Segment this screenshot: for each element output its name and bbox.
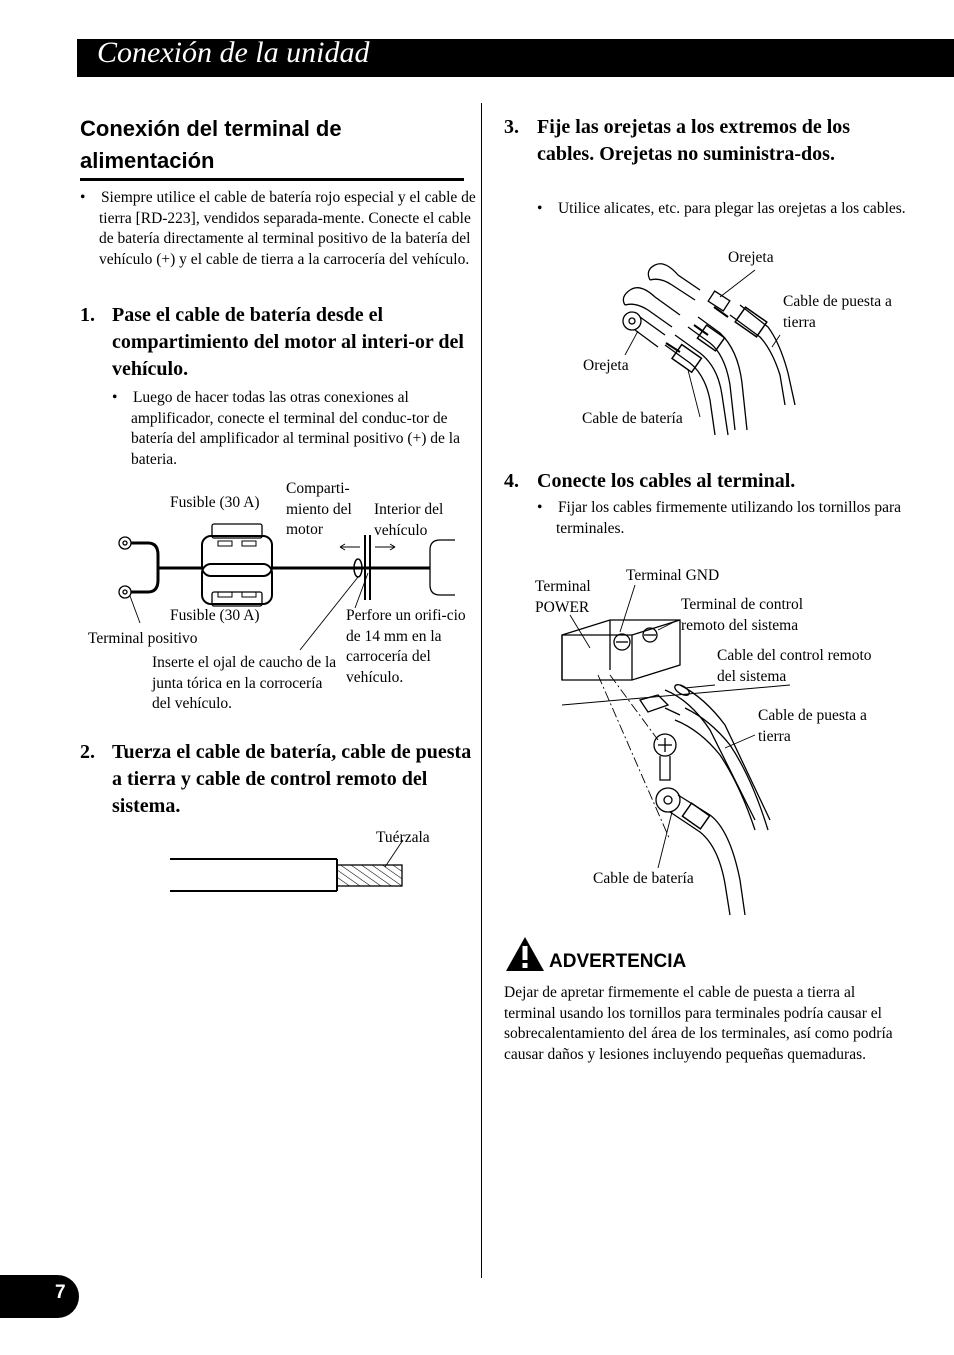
page-number: 7	[55, 1282, 66, 1303]
warning-triangle-icon	[505, 936, 545, 972]
remote-terminal-label: Terminal de control remoto del sistema	[681, 596, 804, 634]
remote-cable-label: Cable del control remoto del sistema	[717, 647, 872, 685]
lug-top-label: Orejeta	[728, 249, 774, 266]
fuse-top	[202, 536, 272, 576]
step-4-title: Conecte los cables al terminal.	[537, 470, 796, 492]
section-title: Conexión del terminal de alimentación	[80, 116, 342, 173]
step-3-title: Fije las orejetas a los extremos de los cables. Orejetas no suministra-dos.	[537, 116, 851, 165]
twisted-cable-diagram	[165, 845, 415, 900]
step-1-title: Pase el cable de batería desde el compartimiento del motor al interi-or del vehículo.	[112, 304, 464, 380]
fuse-bottom-label: Fusible (30 A)	[170, 607, 260, 624]
positive-terminal-label: Terminal positivo	[88, 630, 198, 647]
grommet-label: Inserte el ojal de caucho de la junta tórica en la corrocería del vehículo.	[152, 654, 337, 713]
battery-cable-label-fig3: Cable de batería	[582, 410, 683, 427]
engine-compartment-label: Comparti-miento del motor	[286, 480, 352, 539]
lugs-diagram	[610, 255, 810, 435]
step-2-number: 2.	[80, 741, 95, 763]
warning-text: Dejar de apretar firmemente el cable de puesta a tierra al terminal usando los tornillos para terminales podría causar el sobrecalentamiento del área de los terminales, así como podría causar daños y lesiones incluyendo pequeñas quemaduras.	[504, 984, 893, 1064]
terminal-power-label: Terminal POWER	[535, 578, 591, 616]
ring-lug	[623, 312, 641, 330]
section-rule	[80, 178, 464, 181]
ring-lug-top	[119, 537, 131, 549]
step-3-number: 3.	[504, 116, 519, 138]
step-1-bullet: • Luego de hacer todas las otras conexiones al amplificador, conecte el terminal del conduc-tor de batería del amplificador al terminal positivo (+) de la bateria.	[112, 389, 460, 469]
step-4-bullet: • Fijar los cables firmemente utilizando los tornillos para terminales.	[537, 499, 902, 537]
battery-ring-lug	[656, 788, 680, 812]
lug-left-label: Orejeta	[583, 357, 629, 374]
twisted-wire-end	[337, 865, 402, 886]
ground-cable-label-fig3: Cable de puesta a tierra	[783, 293, 892, 331]
step-3-bullet: • Utilice alicates, etc. para plegar las orejetas a los cables.	[537, 200, 906, 217]
warning-title: ADVERTENCIA	[549, 951, 687, 972]
ground-cable-label-fig4: Cable de puesta a tierra	[758, 707, 867, 745]
step-2-title: Tuerza el cable de batería, cable de puesta a tierra y cable de control remoto del sistema.	[112, 741, 472, 817]
twist-label: Tuérzala	[376, 829, 430, 846]
fork-lug-top	[648, 265, 655, 280]
terminal-gnd-label: Terminal GND	[626, 567, 720, 584]
fuse-top-label: Fusible (30 A)	[170, 494, 260, 511]
step-4-number: 4.	[504, 470, 519, 492]
ring-lug-bottom	[119, 586, 131, 598]
column-divider	[481, 103, 482, 1278]
step-1-number: 1.	[80, 304, 95, 326]
vehicle-interior-label: Interior del vehículo	[374, 501, 444, 539]
page-number-tab	[0, 1275, 79, 1318]
intro-bullet: • Siempre utilice el cable de batería rojo especial y el cable de tierra [RD-223], vendidos separada-mente. Conecte el cable de batería directamente al terminal positivo de la batería del vehículo (+) y el cable de tierra a la carrocería del vehículo.	[80, 189, 476, 269]
battery-cable-label-fig4: Cable de batería	[593, 870, 694, 887]
drill-hole-label: Perfore un orifi-cio de 14 mm en la carrocería del vehículo.	[346, 607, 466, 687]
page-header-title: Conexión de la unidad	[97, 36, 370, 69]
fork-lug-middle	[623, 290, 630, 305]
